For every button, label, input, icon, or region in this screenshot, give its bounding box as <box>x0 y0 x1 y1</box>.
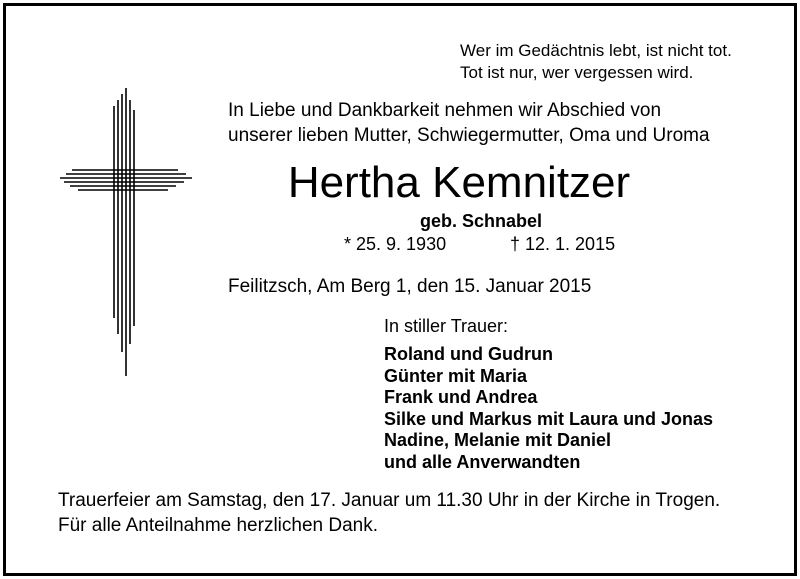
mourner-entry: Frank und Andrea <box>384 387 538 407</box>
mourner-entry: Günter mit Maria <box>384 365 528 386</box>
farewell-intro <box>228 98 710 148</box>
quote-line-2: Tot ist nur, wer vergessen wird. <box>460 63 694 82</box>
place-and-date: Feilitzsch, Am Berg 1, den 15. Januar 2015 <box>228 276 592 297</box>
mourner-entry: Roland und Gudrun <box>384 344 553 364</box>
deceased-name: Hertha Kemnitzer <box>287 158 631 207</box>
service-line-2: Für alle Anteilnahme herzlichen Dank. <box>58 515 379 536</box>
mourner-entry: und alle Anverwandten <box>384 451 581 472</box>
birth-name: geb. Schnabel <box>420 211 543 231</box>
intro-line-2: unserer lieben Mutter, Schwiegermutter, Oma und Uroma <box>228 125 710 146</box>
service-line-1: Trauerfeier am Samstag, den 17. Januar um 11.30 Uhr in der Kirche in Trogen. <box>58 490 721 511</box>
mourner-entry: Silke und Markus mit Laura und Jonas <box>384 408 714 429</box>
cross-icon <box>58 86 194 378</box>
birth-date: * 25. 9. 1930 <box>344 234 447 254</box>
memorial-quote <box>460 40 732 84</box>
mourner-entry: Nadine, Melanie mit Daniel <box>384 430 612 450</box>
intro-line-1: In Liebe und Dankbarkeit nehmen wir Abschied von <box>228 100 662 121</box>
mourners-list <box>384 344 713 473</box>
quote-line-1: Wer im Gedächtnis lebt, ist nicht tot. <box>460 41 732 60</box>
death-date: † 12. 1. 2015 <box>510 234 616 254</box>
funeral-service-info <box>58 488 720 538</box>
mourners-heading: In stiller Trauer: <box>384 316 509 336</box>
